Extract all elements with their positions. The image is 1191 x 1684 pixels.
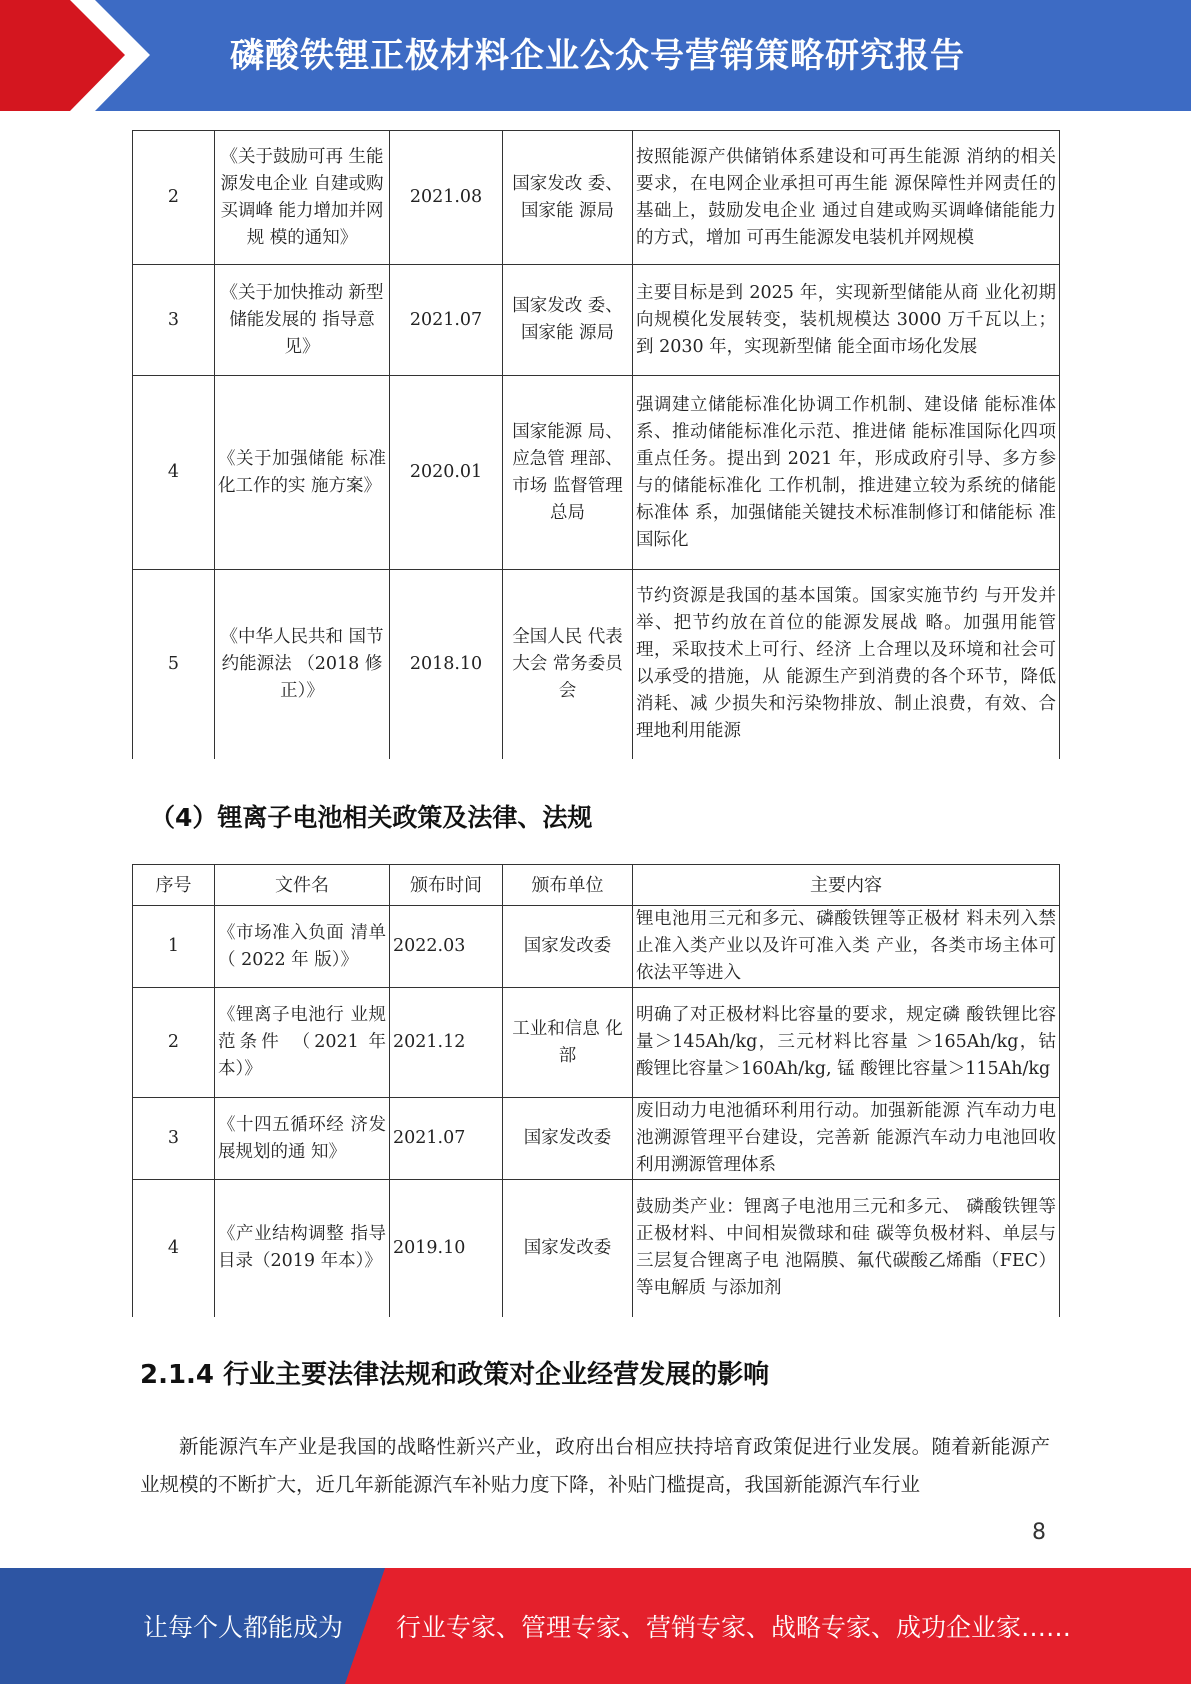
column-header-number: 序号 [133,865,215,906]
main-content: 强调建立储能标准化协调工作机制、建设储 能标准体系、推动储能标准化示范、推进储 能标准国际化四项重点任务。提出到 2021 年，形成政府引导、多方参与的储能标准化 工作机制，推进建立较为系统的储能标准体 系，加强储能关键技术标准制修订和储能标 准国际化 [633,376,1060,570]
lithium-battery-policy-table [132,864,1060,1317]
document-name: 《十四五循环经 济发展规划的通 知》 [215,1098,390,1180]
row-number: 4 [133,1180,215,1317]
table-row [133,131,1060,265]
report-title: 磷酸铁锂正极材料企业公众号营销策略研究报告 [230,36,965,76]
column-header-date: 颁布时间 [390,865,503,906]
subsection-heading: （4）锂离子电池相关政策及法律、法规 [150,803,593,832]
column-header-unit: 颁布单位 [503,865,633,906]
policy-table-continued [132,130,1060,759]
footer-slogan-right: 行业专家、管理专家、营销专家、战略专家、成功企业家…… [396,1613,1072,1642]
body-paragraph: 新能源汽车产业是我国的战略性新兴产业，政府出台相应扶持培育政策促进行业发展。随着新能源产业规模的不断扩大，近几年新能源汽车补贴力度下降，补贴门槛提高，我国新能源汽车行业 [140,1435,1050,1496]
table-row [133,570,1060,759]
issuing-unit: 工业和信息 化部 [503,988,633,1098]
page-footer [0,1568,1191,1684]
document-name: 《中华人民共和 国节约能源法 （2018 修正）》 [215,570,390,759]
row-number: 2 [133,988,215,1098]
section-heading: 2.1.4 行业主要法律法规和政策对企业经营发展的影响 [140,1360,770,1390]
main-content: 鼓励类产业：锂离子电池用三元和多元、 磷酸铁锂等正极材料、中间相炭微球和硅 碳等负极材料、单层与三层复合锂离子电 池隔膜、氟代碳酸乙烯酯（FEC）等电解质 与添加剂 [633,1180,1060,1317]
row-number: 5 [133,570,215,759]
issuing-unit: 国家发改委 [503,1098,633,1180]
table-row [133,265,1060,376]
issuing-unit: 国家发改 委、国家能 源局 [503,131,633,265]
document-name: 《关于鼓励可再 生能源发电企业 自建或购买调峰 能力增加并网规 模的通知》 [215,131,390,265]
main-content: 按照能源产供储销体系建设和可再生能源 消纳的相关要求，在电网企业承担可再生能 源保障性并网责任的基础上，鼓励发电企业 通过自建或购买调峰储能能力的方式，增加 可再生能源发电装机并网规模 [633,131,1060,265]
issue-date: 2021.08 [390,131,503,265]
document-name: 《市场准入负面 清单（ 2022 年 版）》 [215,906,390,988]
table-header-row [133,865,1060,906]
issuing-unit: 国家能源 局、应急管 理部、市场 监督管理 总局 [503,376,633,570]
table-row [133,1098,1060,1180]
main-content: 废旧动力电池循环利用行动。加强新能源 汽车动力电池溯源管理平台建设，完善新 能源汽车动力电池回收利用溯源管理体系 [633,1098,1060,1180]
table-row [133,988,1060,1098]
column-header-name: 文件名 [215,865,390,906]
table-row [133,1180,1060,1317]
issuing-unit: 国家发改 委、国家能 源局 [503,265,633,376]
header-chevron-decoration [0,0,160,111]
document-name: 《关于加快推动 新型储能发展的 指导意见》 [215,265,390,376]
issue-date: 2021.12 [390,988,503,1098]
issue-date: 2019.10 [390,1180,503,1317]
column-header-content: 主要内容 [633,865,1060,906]
main-content: 锂电池用三元和多元、磷酸铁锂等正极材 料未列入禁止准入类产业以及许可准入类 产业，各类市场主体可依法平等进入 [633,906,1060,988]
document-name: 《锂离子电池行 业规范条件 （2021 年本）》 [215,988,390,1098]
document-name: 《产业结构调整 指导目录（2019 年本）》 [215,1180,390,1317]
issue-date: 2021.07 [390,265,503,376]
row-number: 3 [133,265,215,376]
issue-date: 2018.10 [390,570,503,759]
row-number: 4 [133,376,215,570]
issue-date: 2021.07 [390,1098,503,1180]
main-content: 节约资源是我国的基本国策。国家实施节约 与开发并举、把节约放在首位的能源发展战 略。加强用能管理，采取技术上可行、经济 上合理以及环境和社会可以承受的措施，从 能源生产到消费的各个环节，降低消耗、减 少损失和污染物排放、制止浪费，有效、合 理地利用能源 [633,570,1060,759]
main-content: 明确了对正极材料比容量的要求，规定磷 酸铁锂比容量＞145Ah/kg，三元材料比容量 ＞165Ah/kg，钴酸锂比容量＞160Ah/kg, 锰 酸锂比容量＞115Ah/kg [633,988,1060,1098]
issuing-unit: 全国人民 代表大会 常务委员 会 [503,570,633,759]
main-content: 主要目标是到 2025 年，实现新型储能从商 业化初期向规模化发展转变，装机规模达 3000 万千瓦以上；到 2030 年，实现新型储 能全面市场化发展 [633,265,1060,376]
row-number: 2 [133,131,215,265]
issue-date: 2022.03 [390,906,503,988]
document-name: 《关于加强储能 标准化工作的实 施方案》 [215,376,390,570]
footer-slogan-left: 让每个人都能成为 [143,1613,344,1642]
issuing-unit: 国家发改委 [503,1180,633,1317]
row-number: 1 [133,906,215,988]
row-number: 3 [133,1098,215,1180]
page-header [0,0,1191,111]
table-row [133,906,1060,988]
issuing-unit: 国家发改委 [503,906,633,988]
issue-date: 2020.01 [390,376,503,570]
table-row [133,376,1060,570]
page-number: 8 [1032,1520,1046,1545]
